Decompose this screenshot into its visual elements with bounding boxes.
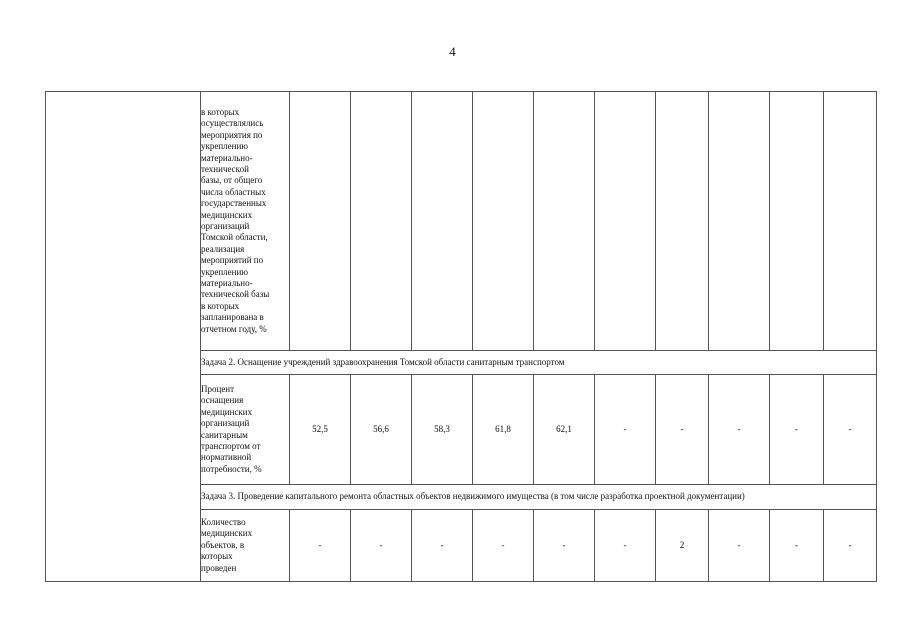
description-line: Количество	[201, 516, 246, 527]
indicators-table	[45, 91, 877, 582]
description-line: материально-	[201, 278, 253, 289]
value-cell: 61,8	[473, 375, 534, 485]
description-line: технической базы	[201, 289, 270, 300]
value-cell	[351, 92, 412, 351]
indicator-description	[201, 375, 290, 485]
value-cell: -	[351, 510, 412, 582]
description-line: Процент	[201, 383, 235, 394]
description-line: санитарным	[201, 429, 248, 440]
description-line: объектов, в	[201, 539, 245, 550]
task-heading: Задача 3. Проведение капитального ремонта областных объектов недвижимого имущества (в том числе разработка проектной документации)	[201, 485, 877, 510]
indicator-description	[201, 510, 290, 582]
page-number: 4	[449, 44, 456, 59]
description-line: транспортом от	[201, 440, 261, 451]
description-line: которых	[201, 551, 233, 562]
value-cell: 2	[656, 510, 709, 582]
value-cell: -	[824, 375, 877, 485]
value-cell: -	[595, 375, 656, 485]
value-cell	[595, 92, 656, 351]
indicator-description	[201, 92, 290, 351]
value-cell: -	[595, 510, 656, 582]
table-row	[46, 92, 877, 351]
value-cell	[473, 92, 534, 351]
description-line: реализация	[201, 243, 245, 254]
description-line: базы, от общего	[201, 175, 263, 186]
value-cell: -	[770, 510, 824, 582]
value-cell	[534, 92, 595, 351]
description-line: укреплению	[201, 141, 249, 152]
description-line: числа областных	[201, 186, 266, 197]
description-line: государственных	[201, 198, 267, 209]
description-line: материально-	[201, 152, 253, 163]
value-cell	[656, 92, 709, 351]
description-line: запланирована в	[201, 312, 264, 323]
value-cell: 58,3	[412, 375, 473, 485]
value-cell: -	[534, 510, 595, 582]
task-heading: Задача 2. Оснащение учреждений здравоохранения Томской области санитарным транспортом	[201, 351, 877, 375]
description-line: технической	[201, 163, 249, 174]
value-cell	[709, 92, 770, 351]
description-line: потребности, %	[201, 463, 262, 474]
value-cell	[412, 92, 473, 351]
value-cell	[290, 92, 351, 351]
description-line: мероприятий по	[201, 255, 264, 266]
value-cell: -	[473, 510, 534, 582]
description-line: Томской области,	[201, 232, 268, 243]
description-line: организаций	[201, 221, 250, 231]
value-cell: 56,6	[351, 375, 412, 485]
description-line: мероприятия по	[201, 129, 263, 140]
description-line: в которых	[201, 106, 240, 117]
value-cell	[824, 92, 877, 351]
description-line: организаций	[201, 418, 250, 429]
value-cell: -	[290, 510, 351, 582]
value-cell: -	[770, 375, 824, 485]
description-line: проведен	[201, 562, 237, 573]
value-cell: -	[709, 510, 770, 582]
value-cell	[770, 92, 824, 351]
number-column-cell	[46, 92, 201, 582]
description-line: медицинских	[201, 528, 253, 539]
value-cell: 62,1	[534, 375, 595, 485]
value-cell: -	[656, 375, 709, 485]
description-line: оснащения	[201, 395, 244, 406]
description-line: медицинских	[201, 406, 253, 417]
value-cell: -	[709, 375, 770, 485]
description-line: в которых	[201, 300, 240, 311]
description-line: отчетном году, %	[201, 323, 267, 334]
value-cell: -	[412, 510, 473, 582]
value-cell: 52,5	[290, 375, 351, 485]
description-line: укреплению	[201, 266, 249, 277]
value-cell: -	[824, 510, 877, 582]
description-line: осуществлялись	[201, 118, 264, 129]
description-line: нормативной	[201, 452, 252, 463]
description-line: медицинских	[201, 209, 253, 220]
